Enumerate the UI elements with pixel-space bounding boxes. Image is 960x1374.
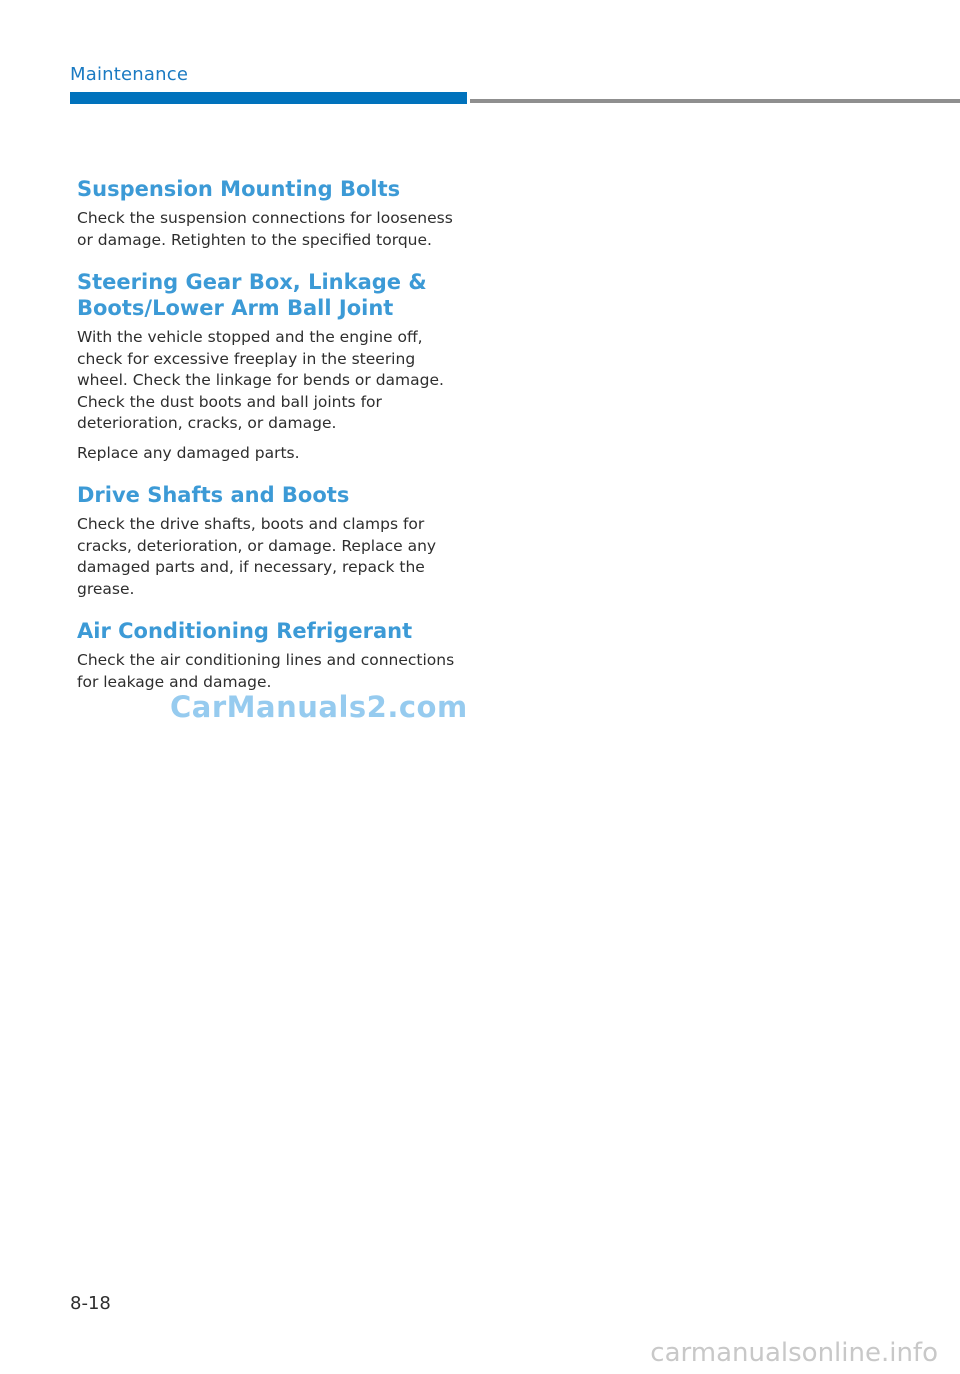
main-content [77, 174, 457, 711]
section-heading: Suspension Mounting Bolts [77, 177, 401, 201]
section-paragraph: Check the air conditioning lines and connections for leakage and damage. [77, 651, 455, 691]
section-suspension-mounting-bolts [77, 176, 457, 251]
header-rule-accent [70, 92, 467, 104]
section-label: Maintenance [70, 64, 189, 85]
section-paragraph: Replace any damaged parts. [77, 443, 300, 462]
section-paragraph: Check the drive shafts, boots and clamps for cracks, deterioration, or damage. Replace any damaged parts and, if necessary, repack the grease. [77, 515, 437, 598]
section-drive-shafts-and-boots [77, 482, 457, 600]
page-number: 8-18 [70, 1293, 111, 1314]
watermark-text: CarManuals2.com [170, 690, 468, 724]
section-paragraph: Check the suspension connections for looseness or damage. Retighten to the specified torque. [77, 209, 453, 249]
section-heading: Steering Gear Box, Linkage & Boots/Lower Arm Ball Joint [77, 270, 427, 320]
section-steering-gear-box [77, 269, 457, 464]
section-heading: Drive Shafts and Boots [77, 483, 350, 507]
section-paragraph: With the vehicle stopped and the engine off, check for excessive freeplay in the steering wheel. Check the linkage for bends or damage. Check the dust boots and ball joints for deterioration, cracks, or damage. [77, 328, 444, 432]
header-rule-divider [470, 99, 960, 103]
site-watermark: carmanualsonline.info [650, 1338, 938, 1368]
section-heading: Air Conditioning Refrigerant [77, 619, 413, 643]
section-air-conditioning-refrigerant [77, 618, 457, 693]
